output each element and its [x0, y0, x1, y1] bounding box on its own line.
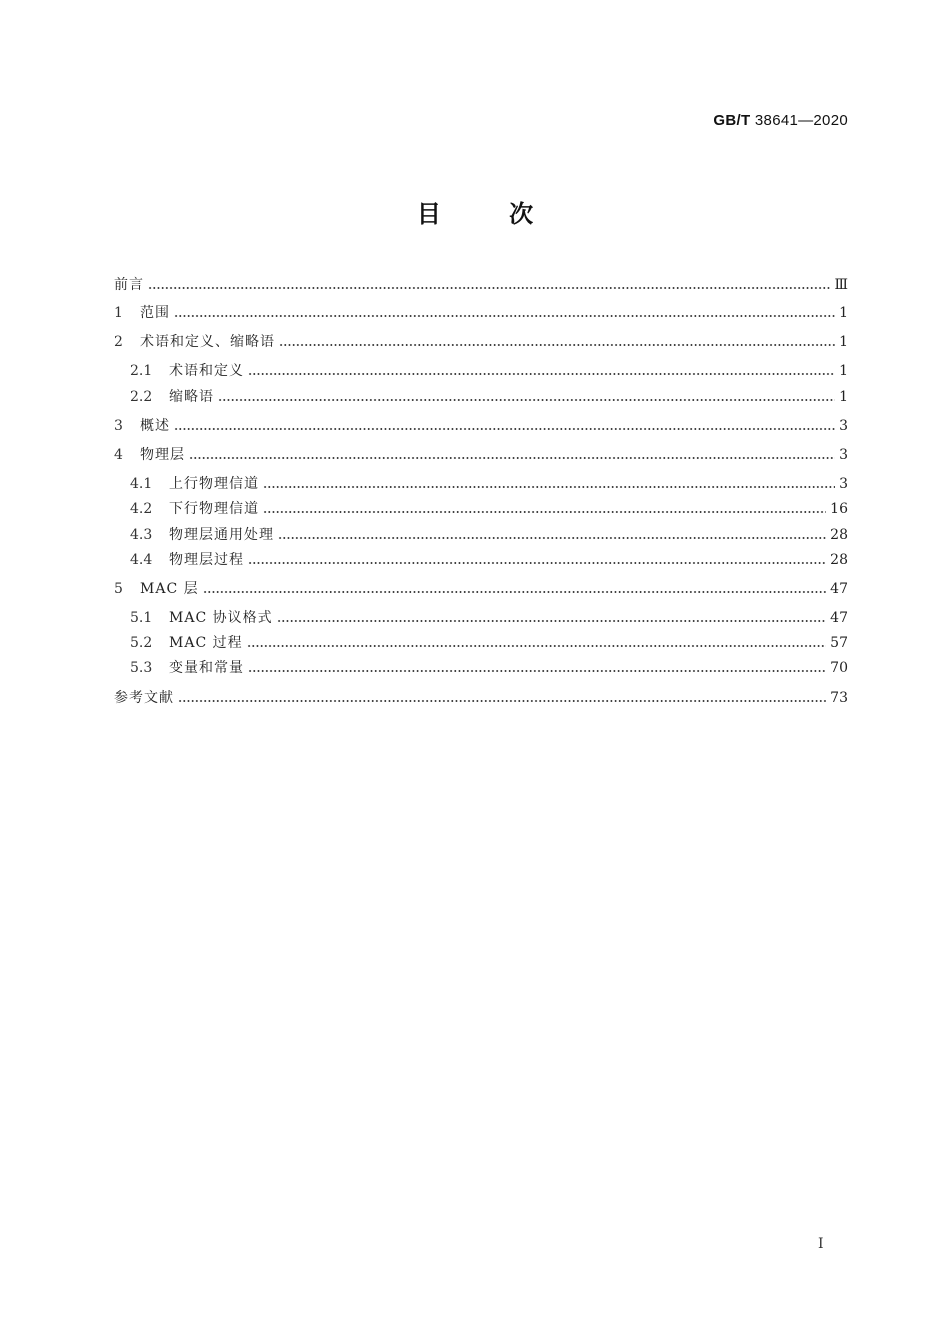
toc-entry-number: 3	[114, 418, 123, 434]
toc-entry-label: 物理层过程	[169, 552, 244, 568]
toc-entry-label: MAC 过程	[169, 635, 243, 651]
toc-entry-label: 上行物理信道	[169, 476, 259, 492]
toc-entry-number: 5.3	[130, 660, 153, 676]
toc-entry-page: 1	[839, 334, 848, 350]
toc-entry-label: 下行物理信道	[169, 501, 259, 517]
standard-prefix: GB/T	[713, 112, 751, 129]
toc-entry-number: 2.1	[130, 363, 153, 379]
dot-leader	[263, 511, 826, 513]
toc-entry-label: MAC 协议格式	[169, 610, 273, 626]
toc-entry-page: 3	[839, 447, 848, 463]
toc-entry-number: 5.2	[130, 635, 153, 651]
toc-entry-label: MAC 层	[140, 581, 199, 597]
toc-entry-label: 概述	[140, 418, 170, 434]
toc-entry-label: 物理层	[140, 447, 185, 463]
toc-entry-number: 2	[114, 334, 123, 350]
toc-entry-4-3[interactable]	[130, 525, 848, 545]
toc-entry-4-4[interactable]	[130, 550, 848, 570]
toc-entry-label: 缩略语	[169, 389, 214, 405]
toc-entry-label: 变量和常量	[169, 660, 244, 676]
toc-entry-5-3[interactable]	[130, 658, 848, 678]
toc-entry-5[interactable]	[114, 579, 848, 599]
toc-entry-page: 70	[830, 660, 848, 676]
toc-entry-page: 57	[830, 635, 848, 651]
toc-entry-4[interactable]	[114, 445, 848, 465]
dot-leader	[248, 670, 826, 672]
toc-entry-number: 4.2	[130, 501, 153, 517]
toc-entry-page: 73	[830, 690, 848, 706]
dot-leader	[178, 700, 826, 702]
dot-leader	[189, 457, 835, 459]
toc-entry-page: Ⅲ	[834, 277, 848, 293]
toc-entry-label: 术语和定义	[169, 363, 244, 379]
toc-entry-page: 1	[839, 389, 848, 405]
toc-title-char-1: 目	[416, 200, 441, 228]
toc-entry-references[interactable]	[114, 688, 848, 708]
toc-entry-number: 5	[114, 581, 123, 597]
toc-entry-label: 物理层通用处理	[169, 527, 274, 543]
toc-entry-page: 28	[830, 527, 848, 543]
toc-title	[0, 194, 950, 229]
toc-entry-page: 47	[830, 610, 848, 626]
toc-entry-3[interactable]	[114, 416, 848, 436]
toc-entry-number: 4.3	[130, 527, 153, 543]
toc-entry-page: 3	[839, 476, 848, 492]
toc-entry-number: 2.2	[130, 389, 153, 405]
toc-entry-page: 28	[830, 552, 848, 568]
toc-entry-5-1[interactable]	[130, 608, 848, 628]
toc-entry-number: 5.1	[130, 610, 153, 626]
toc-entry-2[interactable]	[114, 332, 848, 352]
standard-number	[713, 112, 848, 129]
dot-leader	[263, 486, 835, 488]
toc-entry-label: 范围	[140, 305, 170, 321]
toc-entry-number: 1	[114, 305, 123, 321]
toc-entry-4-2[interactable]	[130, 499, 848, 519]
toc-entry-2-1[interactable]	[130, 361, 848, 381]
dot-leader	[247, 645, 827, 647]
dot-leader	[279, 344, 835, 346]
toc-entry-page: 3	[839, 418, 848, 434]
toc-entry-number: 4	[114, 447, 123, 463]
toc-entry-label: 前言	[114, 277, 144, 293]
toc-entry-page: 16	[830, 501, 848, 517]
toc-entry-page: 47	[830, 581, 848, 597]
toc-entry-2-2[interactable]	[130, 387, 848, 407]
dot-leader	[203, 591, 827, 593]
dot-leader	[174, 428, 835, 430]
dot-leader	[278, 537, 826, 539]
toc-entry-preface[interactable]	[114, 275, 848, 295]
toc-entry-number: 4.4	[130, 552, 153, 568]
toc-entry-page: 1	[839, 305, 848, 321]
toc-entry-5-2[interactable]	[130, 633, 848, 653]
toc-title-char-2: 次	[509, 200, 534, 228]
toc-entry-number: 4.1	[130, 476, 153, 492]
toc-entry-1[interactable]	[114, 303, 848, 323]
toc-entry-label: 参考文献	[114, 690, 174, 706]
dot-leader	[148, 287, 830, 289]
page-number: I	[818, 1236, 824, 1252]
dot-leader	[277, 620, 827, 622]
standard-code: 38641—2020	[754, 112, 848, 129]
toc-entry-4-1[interactable]	[130, 474, 848, 494]
toc-entry-label: 术语和定义、缩略语	[140, 334, 275, 350]
dot-leader	[248, 373, 835, 375]
toc-entry-page: 1	[839, 363, 848, 379]
dot-leader	[218, 399, 835, 401]
dot-leader	[248, 562, 826, 564]
dot-leader	[174, 315, 835, 317]
